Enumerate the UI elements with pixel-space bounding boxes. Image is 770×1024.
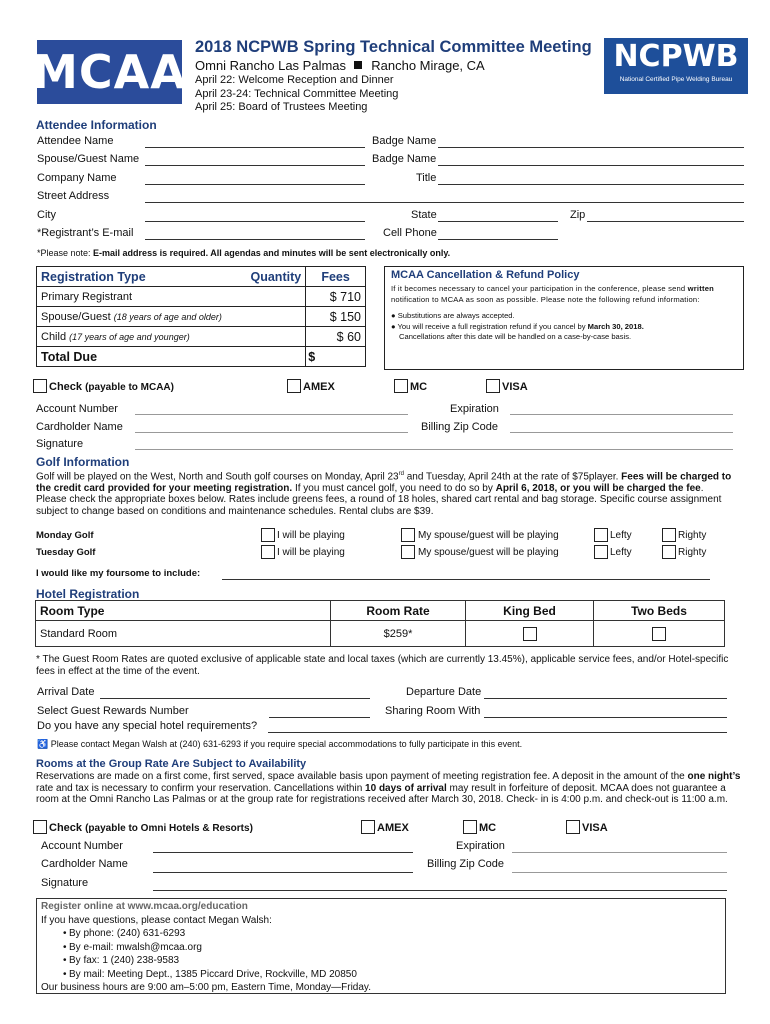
hotel-signature-field[interactable] [153, 890, 727, 891]
two-beds-checkbox[interactable] [652, 627, 666, 641]
cardholder-label: Cardholder Name [36, 421, 123, 433]
col-fees [306, 267, 366, 287]
registration-type-cell [37, 287, 306, 307]
col-quantity-label: Quantity [250, 269, 302, 284]
rewards-field[interactable] [269, 717, 370, 718]
hotel-billing-zip-field[interactable] [512, 872, 727, 873]
cell-label: Cell Phone [383, 227, 437, 239]
attendee-heading: Attendee Information [36, 118, 157, 132]
zip-field[interactable] [587, 221, 744, 222]
company-name-field[interactable] [145, 184, 365, 185]
register-online: Register online at www.mcaa.org/education [41, 901, 248, 912]
check-label-text: Check [49, 381, 83, 393]
amex-checkbox[interactable] [287, 379, 301, 393]
mc-checkbox[interactable] [394, 379, 408, 393]
sharing-label: Sharing Room With [385, 705, 481, 717]
hotel-check-label [49, 822, 253, 834]
hotel-account-field[interactable] [153, 852, 413, 853]
arrival-field[interactable] [100, 698, 370, 699]
registration-type-label: Primary Registrant [41, 290, 133, 303]
title-field[interactable] [438, 184, 744, 185]
hotel-rate-note: * The Guest Room Rates are quoted exclusive of applicable state and local taxes (which are currently 13.45%), applicable service fees, and/or Hotel-specific fees in effect at the time of the event. [36, 654, 729, 677]
golf-text-3: at the rate of $75player. [510, 471, 622, 483]
page-title: 2018 NCPWB Spring Technical Committee Meeting [195, 38, 592, 56]
golf-text-4: If you must cancel golf, you need to do so by [292, 482, 496, 494]
col-registration-type [37, 267, 247, 287]
title-label: Title [416, 172, 437, 184]
sharing-field[interactable] [484, 717, 727, 718]
policy-text-bold: written [687, 284, 714, 293]
account-number-field[interactable] [135, 414, 408, 415]
check-checkbox[interactable] [33, 379, 47, 393]
total-row [37, 347, 366, 367]
monday-lefty-checkbox[interactable] [594, 528, 608, 542]
foursome-field[interactable] [222, 579, 710, 580]
hotel-header-row [36, 601, 725, 621]
tuesday-spouse-checkbox[interactable] [401, 545, 415, 559]
email-label: *Registrant’s E-mail [37, 227, 134, 239]
expiration-label: Expiration [450, 403, 499, 415]
refund-policy-box [384, 266, 744, 370]
list-item: • By fax: 1 (240) 238-9583 [41, 954, 721, 968]
col-room-type-label: Room Type [40, 603, 105, 618]
rewards-label: Select Guest Rewards Number [37, 705, 189, 717]
registration-table [36, 266, 366, 367]
golf-text-1: Golf will be played on the West, North and South golf courses on Monday, April 23 [36, 471, 399, 483]
hotel-billing-zip-label: Billing Zip Code [427, 858, 505, 870]
golf-text-2: and Tuesday, April 24th [403, 471, 511, 483]
cell-field[interactable] [438, 239, 558, 240]
schedule-item: April 25: Board of Trustees Meeting [195, 101, 368, 113]
hotel-expiration-label: Expiration [456, 840, 505, 852]
street-label: Street Address [37, 190, 110, 202]
ncpwb-logo-text: NCPWB [613, 39, 739, 74]
square-bullet-icon [354, 61, 362, 69]
policy-text [391, 284, 737, 305]
account-number-label: Account Number [36, 403, 118, 415]
city-label: City [37, 209, 56, 221]
mcaa-logo [32, 40, 187, 104]
col-registration-type-label: Registration Type [41, 269, 146, 284]
contact-list [41, 927, 721, 981]
email-note-prefix: *Please note: [37, 248, 94, 258]
policy-text-b: notification to MCAA as soon as possible. Please note the following refund information: [391, 294, 700, 304]
king-bed-checkbox[interactable] [523, 627, 537, 641]
hotel-mc-checkbox[interactable] [463, 820, 477, 834]
col-room-rate-label: Room Rate [366, 603, 430, 618]
venue: Omni Rancho Las Palmas [195, 58, 347, 73]
hotel-check-note: (payable to Omni Hotels & Resorts) [85, 823, 253, 834]
mc-label: MC [410, 381, 428, 393]
golf-text-bold-1: Fees will be charged to the credit card provided for your meeting registration. [36, 471, 732, 494]
table-row [37, 307, 366, 327]
availability-text-2: rate and tax is necessary to confirm your reservation. Cancellations within [36, 782, 366, 794]
departure-label: Departure Date [406, 686, 482, 698]
golf-sup-1: rd [398, 471, 404, 477]
two-beds-cell [594, 621, 725, 647]
email-field[interactable] [145, 239, 365, 240]
attendee-name-field[interactable] [145, 147, 365, 148]
room-type-cell: Standard Room [36, 621, 331, 647]
cardholder-field[interactable] [135, 432, 408, 433]
state-field[interactable] [438, 221, 558, 222]
monday-spouse-checkbox[interactable] [401, 528, 415, 542]
col-room-type [36, 601, 331, 621]
tuesday-spouse-label: My spouse/guest will be playing [418, 547, 559, 558]
location: Rancho Mirage, CA [371, 58, 485, 73]
hotel-signature-label: Signature [41, 877, 89, 889]
hotel-visa-label: VISA [582, 822, 608, 834]
ncpwb-logo [604, 38, 748, 94]
registration-type-cell [37, 307, 306, 327]
tuesday-golf-label: Tuesday Golf [36, 547, 96, 558]
monday-lefty-label: Lefty [610, 530, 632, 541]
list-item: • By e-mail: mwalsh@mcaa.org [41, 941, 721, 955]
expiration-field[interactable] [510, 414, 733, 415]
registration-header-row [37, 267, 366, 287]
monday-spouse-label: My spouse/guest will be playing [418, 530, 559, 541]
availability-bold-1: one night’s [687, 771, 741, 782]
check-label [49, 381, 174, 393]
arrival-label: Arrival Date [37, 686, 95, 698]
schedule-item: April 23-24: Technical Committee Meeting [195, 87, 399, 100]
fee-cell: $ 150 [306, 307, 366, 327]
tuesday-righty-label: Righty [678, 547, 707, 558]
hotel-expiration-field[interactable] [512, 852, 727, 853]
monday-righty-checkbox[interactable] [662, 528, 676, 542]
check-note: (payable to MCAA) [85, 382, 174, 393]
hotel-check-label-text: Check [49, 822, 83, 834]
total-due-field[interactable]: $ [306, 347, 366, 367]
policy-text-a: If it becomes necessary to cancel your participation in the conference, please send [391, 284, 688, 293]
registration-type-note: (18 years of age and older) [113, 311, 222, 322]
spouse-name-label: Spouse/Guest Name [37, 153, 140, 165]
foursome-label: I would like my foursome to include: [36, 568, 201, 579]
hotel-table [35, 600, 725, 647]
amex-label: AMEX [303, 381, 335, 393]
tuesday-playing-label: I will be playing [277, 547, 345, 558]
mcaa-logo-text: MCAA [32, 45, 187, 99]
table-row [37, 287, 366, 307]
hotel-cardholder-label: Cardholder Name [41, 858, 128, 870]
monday-playing-checkbox[interactable] [261, 528, 275, 542]
hotel-check-checkbox[interactable] [33, 820, 47, 834]
hotel-heading: Hotel Registration [36, 587, 140, 601]
list-item: • By phone: (240) 631-6293 [41, 927, 721, 941]
table-row [36, 621, 725, 647]
schedule-item: April 22: Welcome Reception and Dinner [195, 74, 394, 86]
email-note-bold: E-mail address is required. All agendas and minutes will be sent electronically only. [93, 248, 451, 258]
schedule [195, 74, 398, 115]
visa-label: VISA [502, 381, 528, 393]
policy-bullet-text: ● You will receive a full registration refund if you cancel by [391, 321, 588, 331]
street-field[interactable] [145, 202, 744, 203]
monday-golf-label: Monday Golf [36, 530, 94, 541]
tuesday-righty-checkbox[interactable] [662, 545, 676, 559]
hotel-visa-checkbox[interactable] [566, 820, 580, 834]
billing-zip-field[interactable] [510, 432, 733, 433]
policy-bullet: ● Substitutions are always accepted. [391, 311, 515, 320]
availability-text-3: may result in forfeiture of deposit. MCAA does not guarantee a room at the Omni Rancho Las Palmas or at the group rate for registrations received after March 30, 2018. Check- in is 4:00 p.m. and check-out is 11:00 a.m. [36, 782, 728, 806]
monday-righty-label: Righty [678, 530, 707, 541]
table-row [37, 327, 366, 347]
signature-field[interactable] [135, 449, 733, 450]
attendee-name-label: Attendee Name [37, 135, 114, 147]
golf-heading: Golf Information [36, 455, 130, 469]
availability-bold-2: 10 days of arrival [365, 782, 447, 794]
col-room-rate [331, 601, 466, 621]
city-field[interactable] [145, 221, 365, 222]
state-label: State [411, 209, 437, 221]
tuesday-lefty-label: Lefty [610, 547, 632, 558]
signature-label: Signature [36, 438, 84, 450]
tuesday-lefty-checkbox[interactable] [594, 545, 608, 559]
company-name-label: Company Name [37, 172, 117, 184]
hotel-mc-label: MC [479, 822, 497, 834]
list-item: • By mail: Meeting Dept., 1385 Piccard Drive, Rockville, MD 20850 [41, 968, 721, 982]
badge-name2-field[interactable] [438, 165, 744, 166]
col-two-beds-label: Two Beds [631, 603, 687, 618]
policy-title: MCAA Cancellation & Refund Policy [391, 269, 580, 281]
golf-text [36, 469, 736, 517]
hotel-amex-label: AMEX [377, 822, 409, 834]
col-fees-label: Fees [321, 269, 350, 284]
badge-name-field[interactable] [438, 147, 744, 148]
registration-type-label: Child [41, 330, 70, 343]
king-bed-cell [466, 621, 594, 647]
col-king-bed [466, 601, 594, 621]
badge-name-label: Badge Name [372, 135, 437, 147]
fee-cell: $ 710 [306, 287, 366, 307]
accessibility-note [37, 739, 522, 750]
availability-text-1: Reservations are made on a first come, first served, space available basis upon payment of meeting registration fee. A deposit in the amount of the [36, 771, 688, 782]
hotel-amex-checkbox[interactable] [361, 820, 375, 834]
col-two-beds [594, 601, 725, 621]
golf-text-5: . Please check the appropriate boxes below. Rates include greens fees, a round of 18 holes, shared cart rental and bag storage. Specific course assignment subject to change based on conditions and maintenance schedules. Rental clubs are $39. [36, 482, 722, 517]
email-note [37, 248, 450, 258]
monday-playing-label: I will be playing [277, 530, 345, 541]
business-hours: Our business hours are 9:00 am–5:00 pm, Eastern Time, Monday—Friday. [41, 982, 371, 993]
registration-type-label: Spouse/Guest [41, 310, 114, 323]
venue-line [195, 58, 485, 73]
hotel-cardholder-field[interactable] [153, 872, 413, 873]
tuesday-playing-checkbox[interactable] [261, 545, 275, 559]
room-rate-cell: $259* [331, 621, 466, 647]
accessibility-icon: ♿ [37, 739, 49, 749]
policy-bullet-date: March 30, 2018. [587, 321, 644, 331]
special-field[interactable] [268, 732, 727, 733]
questions-line: If you have questions, please contact Megan Walsh: [41, 914, 272, 926]
availability-heading: Rooms at the Group Rate Are Subject to Availability [36, 758, 307, 770]
policy-bullet-cont: Cancellations after this date will be handled on a case-by-case basis. [399, 332, 632, 341]
zip-label: Zip [570, 209, 586, 221]
accessibility-text: Please contact Megan Walsh at (240) 631-6293 if you require special accommodations to fully participate in this event. [50, 739, 523, 749]
badge-name2-label: Badge Name [372, 153, 437, 165]
golf-text-bold-2: April 6, 2018, or you will be charged the fee [495, 482, 701, 494]
registration-type-cell [37, 327, 306, 347]
contact-box [36, 898, 726, 994]
registration-type-note: (17 years of age and younger) [69, 331, 190, 342]
hotel-account-label: Account Number [41, 840, 123, 852]
fee-cell: $ 60 [306, 327, 366, 347]
policy-bullet [391, 322, 737, 333]
visa-checkbox[interactable] [486, 379, 500, 393]
ncpwb-logo-subtitle: National Certified Pipe Welding Bureau [619, 76, 733, 83]
spouse-name-field[interactable] [145, 165, 365, 166]
col-quantity [247, 267, 306, 287]
availability-text [36, 771, 741, 806]
billing-zip-label: Billing Zip Code [421, 421, 499, 433]
total-due-label: Total Due [37, 347, 306, 367]
col-king-bed-label: King Bed [503, 603, 556, 618]
special-label: Do you have any special hotel requirements? [37, 720, 258, 732]
departure-field[interactable] [484, 698, 727, 699]
